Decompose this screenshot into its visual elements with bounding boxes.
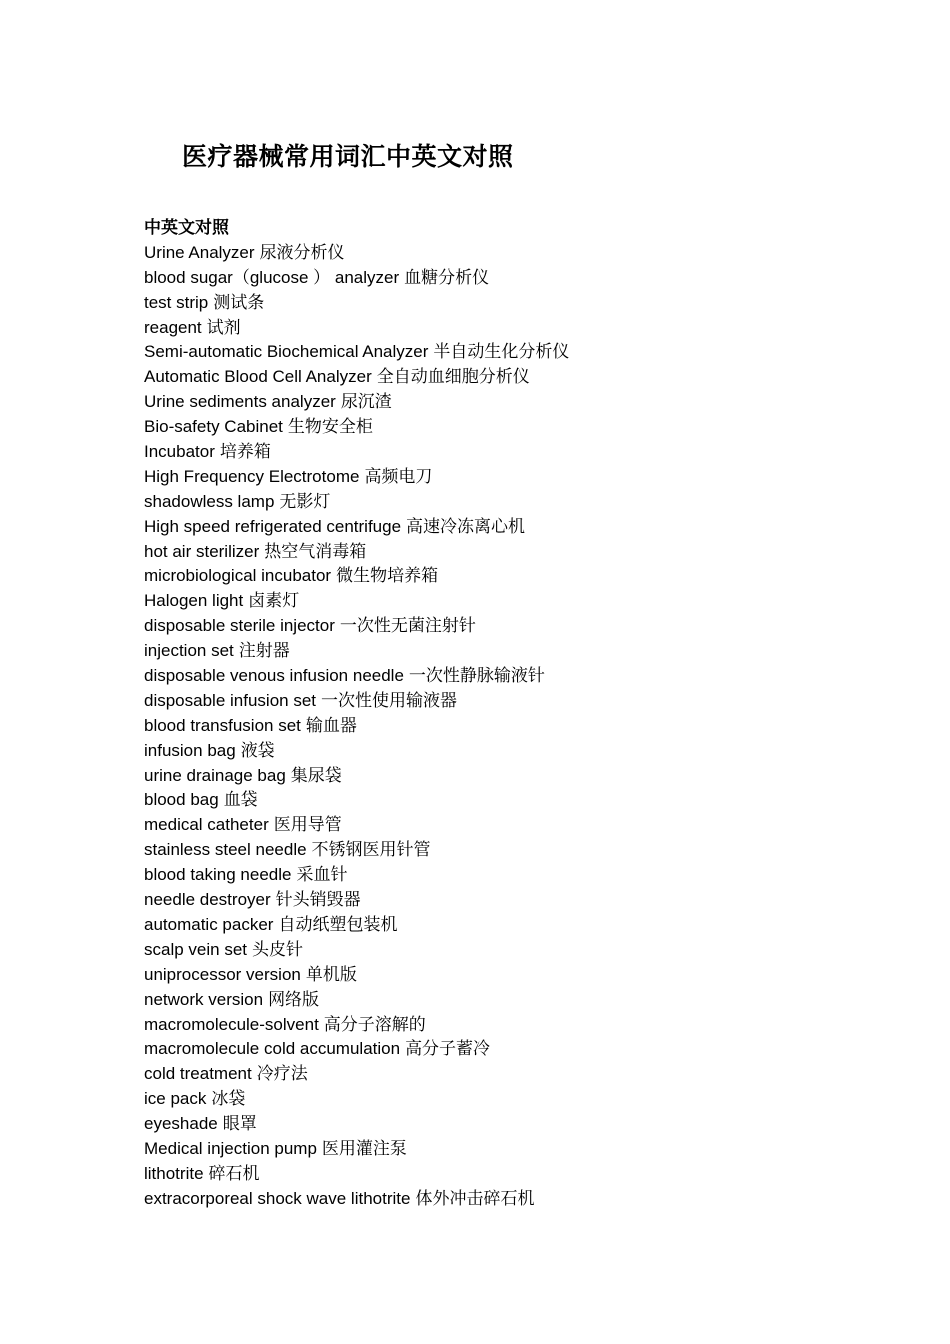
glossary-entry-chinese: 网络版 [268, 989, 320, 1009]
glossary-entry [144, 988, 864, 1013]
glossary-entry-chinese: 针头销毁器 [275, 890, 361, 910]
glossary-entry-chinese: 测试条 [213, 292, 265, 312]
glossary-entry-chinese: 血糖分析仪 [404, 267, 490, 287]
glossary-entry [144, 739, 864, 764]
glossary-entry-english: blood taking needle [144, 865, 292, 885]
glossary-entry-english: uniprocessor version [144, 964, 301, 984]
glossary-entry-english: network version [144, 989, 264, 1009]
glossary-entry [144, 1112, 864, 1137]
glossary-entry-chinese: 医用灌注泵 [321, 1138, 407, 1158]
glossary-entry-english: extracorporeal shock wave lithotrite [144, 1188, 411, 1208]
glossary-entry-chinese: 半自动生化分析仪 [433, 342, 570, 362]
glossary-entry [144, 1037, 864, 1062]
glossary-entry-chinese: 采血针 [296, 865, 348, 885]
glossary-entry-chinese: 尿液分析仪 [259, 242, 345, 262]
glossary-entry-english: needle destroyer [144, 890, 271, 910]
glossary-entry [144, 564, 864, 589]
glossary-entry-english: Bio-safety Cabinet [144, 417, 283, 437]
section-heading: 中英文对照 [144, 218, 229, 237]
glossary-entry [144, 365, 864, 390]
glossary-entry-english: disposable sterile injector [144, 616, 335, 636]
glossary-entry [144, 490, 864, 515]
glossary-entry-english: Urine Analyzer [144, 242, 255, 262]
glossary-entry [144, 415, 864, 440]
glossary-entry-chinese: 眼罩 [222, 1114, 257, 1134]
glossary-entry-chinese: 输血器 [305, 715, 357, 735]
glossary-entry-english: shadowless lamp [144, 491, 275, 511]
glossary-entry [144, 589, 864, 614]
glossary-entry-chinese: 冷疗法 [256, 1064, 308, 1084]
glossary-entry-english: scalp vein set [144, 939, 247, 959]
glossary-entry [144, 340, 864, 365]
glossary-entry-chinese: 高速冷冻离心机 [406, 516, 526, 536]
glossary-entry-english: macromolecule cold accumulation [144, 1039, 401, 1059]
glossary-entry [144, 465, 864, 490]
glossary-entry-chinese: 卤素灯 [248, 591, 300, 611]
glossary-entry [144, 1062, 864, 1087]
glossary-entry-chinese: 集尿袋 [290, 765, 342, 785]
glossary-entry-chinese: 体外冲击碎石机 [415, 1188, 535, 1208]
glossary-entry-chinese: 热空气消毒箱 [264, 541, 367, 561]
glossary-entry-chinese: 注射器 [238, 641, 290, 661]
glossary-entry-english: medical catheter [144, 815, 269, 835]
glossary-entry-english: eyeshade [144, 1114, 218, 1134]
glossary-entry-english: Incubator [144, 442, 215, 462]
glossary-entry-english: automatic packer [144, 914, 274, 934]
glossary-entry [144, 813, 864, 838]
glossary-entry-chinese: 不锈钢医用针管 [311, 840, 431, 860]
glossary-entry-english: stainless steel needle [144, 840, 307, 860]
glossary-entry-english: ice pack [144, 1089, 207, 1109]
glossary-entry [144, 316, 864, 341]
glossary-entry-english: disposable venous infusion needle [144, 666, 404, 686]
glossary-entry [144, 689, 864, 714]
glossary-entry-english: blood transfusion set [144, 715, 301, 735]
glossary-entry-english: Medical injection pump [144, 1138, 317, 1158]
glossary-entry [144, 764, 864, 789]
glossary-entry-english: urine drainage bag [144, 765, 286, 785]
glossary-entry-chinese: 试剂 [206, 317, 241, 337]
glossary-entry-chinese: 一次性静脉输液针 [408, 666, 545, 686]
glossary-entry-english: macromolecule-solvent [144, 1014, 319, 1034]
glossary-entry [144, 838, 864, 863]
glossary-entry [144, 1013, 864, 1038]
glossary-entry-chinese: 生物安全柜 [287, 417, 373, 437]
glossary-entry [144, 863, 864, 888]
document-title: 医疗器械常用词汇中英文对照 [182, 143, 514, 171]
glossary-entry [144, 1087, 864, 1112]
glossary-list [144, 241, 864, 1212]
glossary-entry-english: Automatic Blood Cell Analyzer [144, 367, 372, 387]
glossary-entry [144, 1187, 864, 1212]
glossary-entry-english: High Frequency Electrotome [144, 466, 360, 486]
glossary-entry-chinese: 培养箱 [219, 442, 271, 462]
glossary-entry-chinese: 血袋 [223, 790, 258, 810]
glossary-entry-english: injection set [144, 641, 234, 661]
glossary-entry-english: cold treatment [144, 1064, 252, 1084]
glossary-entry-chinese: 高分子蓄冷 [405, 1039, 491, 1059]
glossary-entry-chinese: 自动纸塑包装机 [278, 914, 398, 934]
glossary-entry-english: Halogen light [144, 591, 244, 611]
glossary-entry-english: reagent [144, 317, 202, 337]
document-body [144, 216, 864, 1212]
glossary-entry-chinese: 碎石机 [208, 1163, 260, 1183]
glossary-entry [144, 515, 864, 540]
glossary-entry-chinese: 一次性使用输液器 [321, 690, 458, 710]
glossary-entry [144, 963, 864, 988]
glossary-entry [144, 1162, 864, 1187]
glossary-entry-chinese: 无影灯 [279, 491, 331, 511]
glossary-entry [144, 913, 864, 938]
glossary-entry [144, 540, 864, 565]
glossary-entry [144, 639, 864, 664]
glossary-entry [144, 266, 864, 291]
glossary-entry-english: disposable infusion set [144, 690, 317, 710]
glossary-entry-english: Urine sediments analyzer [144, 392, 336, 412]
glossary-entry-chinese: 全自动血细胞分析仪 [376, 367, 530, 387]
glossary-entry-english: High speed refrigerated centrifuge [144, 516, 402, 536]
glossary-entry-english: test strip [144, 292, 209, 312]
glossary-entry-chinese: 微生物培养箱 [336, 566, 439, 586]
glossary-entry [144, 440, 864, 465]
glossary-entry [144, 1137, 864, 1162]
glossary-entry-english: blood sugar（glucose ） analyzer [144, 267, 400, 287]
glossary-entry-chinese: 高分子溶解的 [323, 1014, 426, 1034]
glossary-entry-english: Semi-automatic Biochemical Analyzer [144, 342, 429, 362]
glossary-entry [144, 614, 864, 639]
glossary-entry-english: hot air sterilizer [144, 541, 260, 561]
glossary-entry-chinese: 一次性无菌注射针 [339, 616, 476, 636]
glossary-entry-chinese: 医用导管 [273, 815, 342, 835]
glossary-entry [144, 938, 864, 963]
glossary-entry [144, 664, 864, 689]
glossary-entry-chinese: 头皮针 [252, 939, 303, 959]
glossary-entry-chinese: 液袋 [240, 740, 275, 760]
glossary-entry [144, 291, 864, 316]
glossary-entry-english: microbiological incubator [144, 566, 332, 586]
glossary-entry [144, 390, 864, 415]
glossary-entry-english: infusion bag [144, 740, 236, 760]
glossary-entry-chinese: 冰袋 [211, 1089, 246, 1109]
glossary-entry [144, 714, 864, 739]
glossary-entry-english: blood bag [144, 790, 219, 810]
glossary-entry-english: lithotrite [144, 1163, 204, 1183]
glossary-entry-chinese: 尿沉渣 [340, 392, 392, 412]
glossary-entry-chinese: 单机版 [305, 964, 357, 984]
glossary-entry-chinese: 高频电刀 [364, 466, 433, 486]
glossary-entry [144, 888, 864, 913]
glossary-entry [144, 241, 864, 266]
glossary-entry [144, 788, 864, 813]
